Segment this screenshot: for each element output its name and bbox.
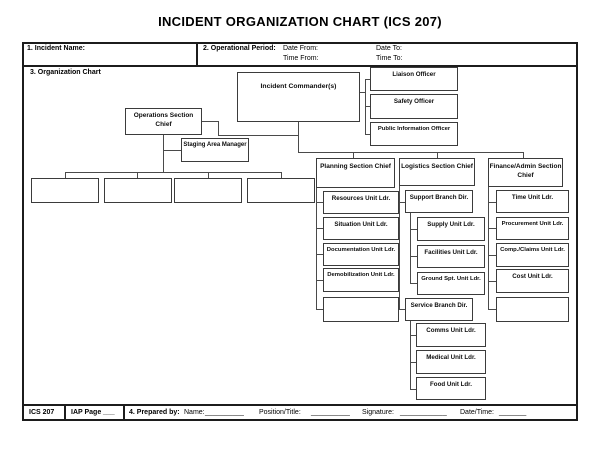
connector-line	[523, 152, 524, 158]
date-from-field[interactable]	[322, 45, 372, 54]
connector-line	[410, 213, 411, 283]
connector-line	[163, 150, 181, 151]
org-box-safety-officer[interactable]	[370, 94, 458, 119]
date-time-field[interactable]: _______	[499, 409, 527, 416]
incident-name-label: 1. Incident Name:	[27, 45, 85, 52]
org-box-liaison-officer[interactable]	[370, 67, 458, 91]
connector-line	[437, 152, 438, 158]
resources-unit-label: Resources Unit Ldr.	[331, 195, 391, 202]
service-branch-label: Service Branch Dir.	[410, 302, 468, 309]
connector-line	[488, 281, 496, 282]
connector-line	[316, 202, 323, 203]
org-box-supply-unit[interactable]	[417, 217, 485, 241]
liaison-officer-label: Liaison Officer	[392, 71, 436, 78]
org-box-blank-2[interactable]	[104, 178, 172, 203]
name-label: Name:	[184, 409, 205, 416]
connector-line	[488, 187, 489, 309]
org-box-ground-support-unit[interactable]	[417, 272, 485, 295]
org-box-operations-chief[interactable]	[125, 108, 202, 135]
org-box-service-branch[interactable]	[405, 298, 473, 321]
comp-claims-unit-label: Comp./Claims Unit Ldr.	[500, 247, 565, 253]
page-title: INCIDENT ORGANIZATION CHART (ICS 207)	[158, 14, 442, 29]
date-to-label: Date To:	[376, 45, 402, 52]
org-box-documentation-unit[interactable]	[323, 243, 399, 266]
signature-label: Signature:	[362, 409, 394, 416]
date-time-label: Date/Time:	[460, 409, 494, 416]
org-box-facilities-unit[interactable]	[417, 245, 485, 268]
name-field[interactable]: __________	[205, 409, 244, 416]
org-box-support-branch[interactable]	[405, 190, 473, 213]
org-box-staging-area-manager[interactable]	[181, 138, 249, 162]
org-box-blank-4[interactable]	[247, 178, 315, 203]
incident-name-field[interactable]	[110, 45, 190, 61]
divider	[22, 65, 578, 67]
documentation-unit-label: Documentation Unit Ldr.	[326, 247, 396, 253]
date-to-field[interactable]	[410, 45, 460, 54]
org-box-blank-3[interactable]	[174, 178, 242, 203]
comms-unit-label: Comms Unit Ldr.	[426, 327, 476, 334]
connector-line	[163, 135, 164, 172]
date-from-label: Date From:	[283, 45, 319, 52]
operational-period-label: 2. Operational Period:	[203, 45, 276, 52]
connector-line	[298, 122, 299, 152]
connector-line	[365, 106, 370, 107]
connector-line	[410, 283, 417, 284]
incident-commander-label: Incident Commander(s)	[260, 83, 337, 90]
iap-page-field[interactable]: ___	[103, 409, 115, 416]
org-box-logistics-chief[interactable]	[399, 158, 475, 186]
connector-line	[399, 202, 405, 203]
medical-unit-label: Medical Unit Ldr.	[426, 354, 476, 361]
org-box-finance-blank[interactable]	[496, 297, 569, 322]
situation-unit-label: Situation Unit Ldr.	[334, 221, 388, 228]
connector-line	[410, 389, 416, 390]
org-box-blank-1[interactable]	[31, 178, 99, 203]
cost-unit-label: Cost Unit Ldr.	[512, 273, 553, 280]
connector-line	[316, 280, 323, 281]
ground-support-unit-label: Ground Spt. Unit Ldr.	[421, 276, 481, 282]
staging-area-manager-label: Staging Area Manager	[183, 142, 247, 148]
safety-officer-label: Safety Officer	[393, 98, 435, 105]
connector-line	[208, 172, 209, 178]
support-branch-label: Support Branch Dir.	[409, 194, 469, 201]
procurement-unit-label: Procurement Unit Ldr.	[501, 221, 564, 227]
org-box-planning-blank[interactable]	[323, 297, 399, 322]
divider	[123, 405, 125, 421]
connector-line	[488, 202, 496, 203]
org-box-comp-claims-unit[interactable]	[496, 243, 569, 267]
connector-line	[137, 172, 138, 178]
org-box-planning-chief[interactable]	[316, 158, 395, 188]
connector-line	[488, 309, 496, 310]
org-box-demobilization-unit[interactable]	[323, 268, 399, 292]
connector-line	[410, 321, 411, 389]
time-from-label: Time From:	[283, 55, 319, 62]
org-box-resources-unit[interactable]	[323, 191, 399, 214]
divider	[22, 404, 578, 406]
connector-line	[65, 172, 66, 178]
org-box-time-unit[interactable]	[496, 190, 569, 213]
signature-field[interactable]: ____________	[400, 409, 447, 416]
org-box-cost-unit[interactable]	[496, 269, 569, 293]
org-box-finance-chief[interactable]	[488, 158, 563, 187]
org-box-procurement-unit[interactable]	[496, 217, 569, 240]
demobilization-unit-label: Demobilization Unit Ldr.	[327, 272, 395, 278]
org-box-incident-commander[interactable]	[237, 72, 360, 122]
divider	[196, 42, 198, 66]
connector-line	[399, 309, 405, 310]
org-box-comms-unit[interactable]	[416, 323, 486, 347]
connector-line	[281, 172, 282, 178]
time-unit-label: Time Unit Ldr.	[511, 194, 554, 201]
connector-line	[488, 228, 496, 229]
divider	[64, 405, 66, 421]
form-id: ICS 207	[29, 409, 55, 416]
connector-line	[365, 79, 370, 80]
time-to-field[interactable]	[410, 55, 460, 64]
supply-unit-label: Supply Unit Ldr.	[427, 221, 475, 228]
prepared-by-label: 4. Prepared by:	[129, 409, 180, 416]
org-box-public-information-officer[interactable]	[370, 122, 458, 146]
public-information-officer-label: Public Information Officer	[377, 126, 451, 132]
logistics-chief-label: Logistics Section Chief	[401, 163, 473, 170]
connector-line	[316, 254, 323, 255]
operations-chief-label: Operations Section Chief	[133, 112, 194, 128]
connector-line	[399, 186, 400, 309]
position-title-field[interactable]: __________	[311, 409, 350, 416]
org-box-medical-unit[interactable]	[416, 350, 486, 374]
food-unit-label: Food Unit Ldr.	[430, 381, 472, 388]
connector-line	[410, 362, 416, 363]
connector-line	[65, 172, 281, 173]
connector-line	[316, 309, 323, 310]
connector-line	[410, 229, 417, 230]
connector-line	[488, 255, 496, 256]
iap-page-label: IAP Page	[71, 409, 102, 416]
connector-line	[353, 152, 354, 158]
connector-line	[218, 121, 219, 135]
time-to-label: Time To:	[376, 55, 403, 62]
connector-line	[410, 335, 416, 336]
connector-line	[298, 152, 523, 153]
connector-line	[316, 228, 323, 229]
finance-chief-label: Finance/Admin Section Chief	[489, 163, 562, 179]
planning-chief-label: Planning Section Chief	[320, 163, 391, 170]
facilities-unit-label: Facilities Unit Ldr.	[424, 249, 478, 256]
connector-line	[365, 134, 370, 135]
connector-line	[202, 121, 218, 122]
connector-line	[316, 188, 317, 309]
time-from-field[interactable]	[322, 55, 372, 64]
connector-line	[410, 256, 417, 257]
org-box-food-unit[interactable]	[416, 377, 486, 400]
connector-line	[218, 135, 298, 136]
org-chart-section-label: 3. Organization Chart	[30, 69, 101, 76]
position-title-label: Position/Title:	[259, 409, 301, 416]
org-box-situation-unit[interactable]	[323, 217, 399, 240]
